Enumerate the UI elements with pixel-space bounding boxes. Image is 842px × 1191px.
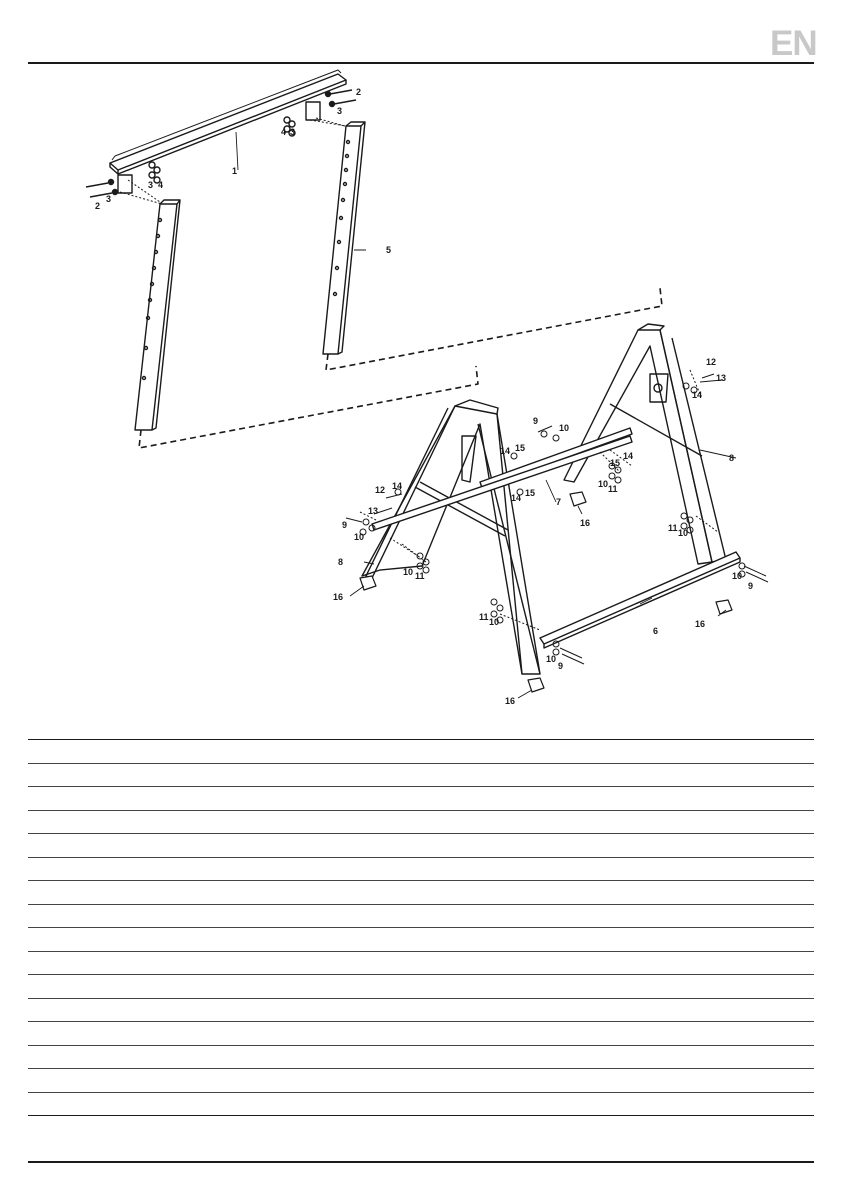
parts-list-table xyxy=(28,739,814,1116)
part-label-8: 8 xyxy=(338,557,344,567)
part-label-16: 16 xyxy=(505,696,516,706)
part-label-14: 14 xyxy=(511,493,522,503)
part-label-12: 12 xyxy=(706,357,717,367)
bottom-rail-6 xyxy=(540,552,743,648)
table-row xyxy=(28,1069,814,1093)
part-label-3: 3 xyxy=(106,194,112,204)
part-label-5: 5 xyxy=(386,245,392,255)
part-label-9: 9 xyxy=(748,581,754,591)
part-label-6: 6 xyxy=(653,626,659,636)
table-row xyxy=(28,904,814,928)
part-label-15: 15 xyxy=(515,443,526,453)
table-row xyxy=(28,740,814,764)
part-label-7: 7 xyxy=(556,497,562,507)
part-label-10: 10 xyxy=(354,532,365,542)
part-label-4: 4 xyxy=(158,180,164,190)
table-row xyxy=(28,1022,814,1046)
footer-rule xyxy=(28,1161,814,1163)
part-label-10: 10 xyxy=(598,479,609,489)
part-label-10: 10 xyxy=(559,423,570,433)
part-label-16: 16 xyxy=(580,518,591,528)
table-row xyxy=(28,1092,814,1116)
part-label-9: 9 xyxy=(342,520,348,530)
part-label-11: 11 xyxy=(415,571,425,581)
table-row xyxy=(28,763,814,787)
part-label-1: 1 xyxy=(232,166,238,176)
part-label-16: 16 xyxy=(333,592,344,602)
part-label-14: 14 xyxy=(500,446,511,456)
part-label-15: 15 xyxy=(610,458,621,468)
table-row xyxy=(28,834,814,858)
part-label-3: 3 xyxy=(148,180,154,190)
language-badge: EN xyxy=(770,24,817,63)
part-label-2: 2 xyxy=(356,87,362,97)
table-row xyxy=(28,787,814,811)
table-row xyxy=(28,810,814,834)
part-label-3: 3 xyxy=(337,106,343,116)
table-row xyxy=(28,951,814,975)
part-label-9: 9 xyxy=(533,416,539,426)
front-a-frame xyxy=(362,400,540,674)
part-label-11: 11 xyxy=(479,612,489,622)
part-label-10: 10 xyxy=(546,654,557,664)
part-label-12: 12 xyxy=(375,485,386,495)
part-label-3: 3 xyxy=(290,127,296,137)
table-row xyxy=(28,1045,814,1069)
table-row xyxy=(28,998,814,1022)
table-row xyxy=(28,975,814,999)
part-label-11: 11 xyxy=(608,484,618,494)
part-label-14: 14 xyxy=(692,390,703,400)
beam-bracket-right xyxy=(306,102,320,120)
leg-right xyxy=(323,122,365,354)
part-label-13: 13 xyxy=(368,506,379,516)
part-label-14: 14 xyxy=(623,451,634,461)
top-beam xyxy=(110,70,346,174)
part-label-10: 10 xyxy=(403,567,414,577)
part-label-11: 11 xyxy=(668,523,678,533)
beam-bracket-left xyxy=(118,175,132,193)
part-label-10: 10 xyxy=(732,571,743,581)
part-label-13: 13 xyxy=(716,373,727,383)
part-label-15: 15 xyxy=(525,488,536,498)
table-row xyxy=(28,928,814,952)
leg-left xyxy=(135,200,180,430)
part-label-10: 10 xyxy=(678,528,689,538)
table-row xyxy=(28,881,814,905)
exploded-assembly-diagram xyxy=(0,62,842,732)
part-label-14: 14 xyxy=(392,481,403,491)
part-label-9: 9 xyxy=(558,661,564,671)
part-label-16: 16 xyxy=(695,619,706,629)
part-label-4: 4 xyxy=(281,127,287,137)
part-label-2: 2 xyxy=(95,201,101,211)
part-label-10: 10 xyxy=(489,617,500,627)
part-label-8: 8 xyxy=(729,453,735,463)
table-row xyxy=(28,857,814,881)
